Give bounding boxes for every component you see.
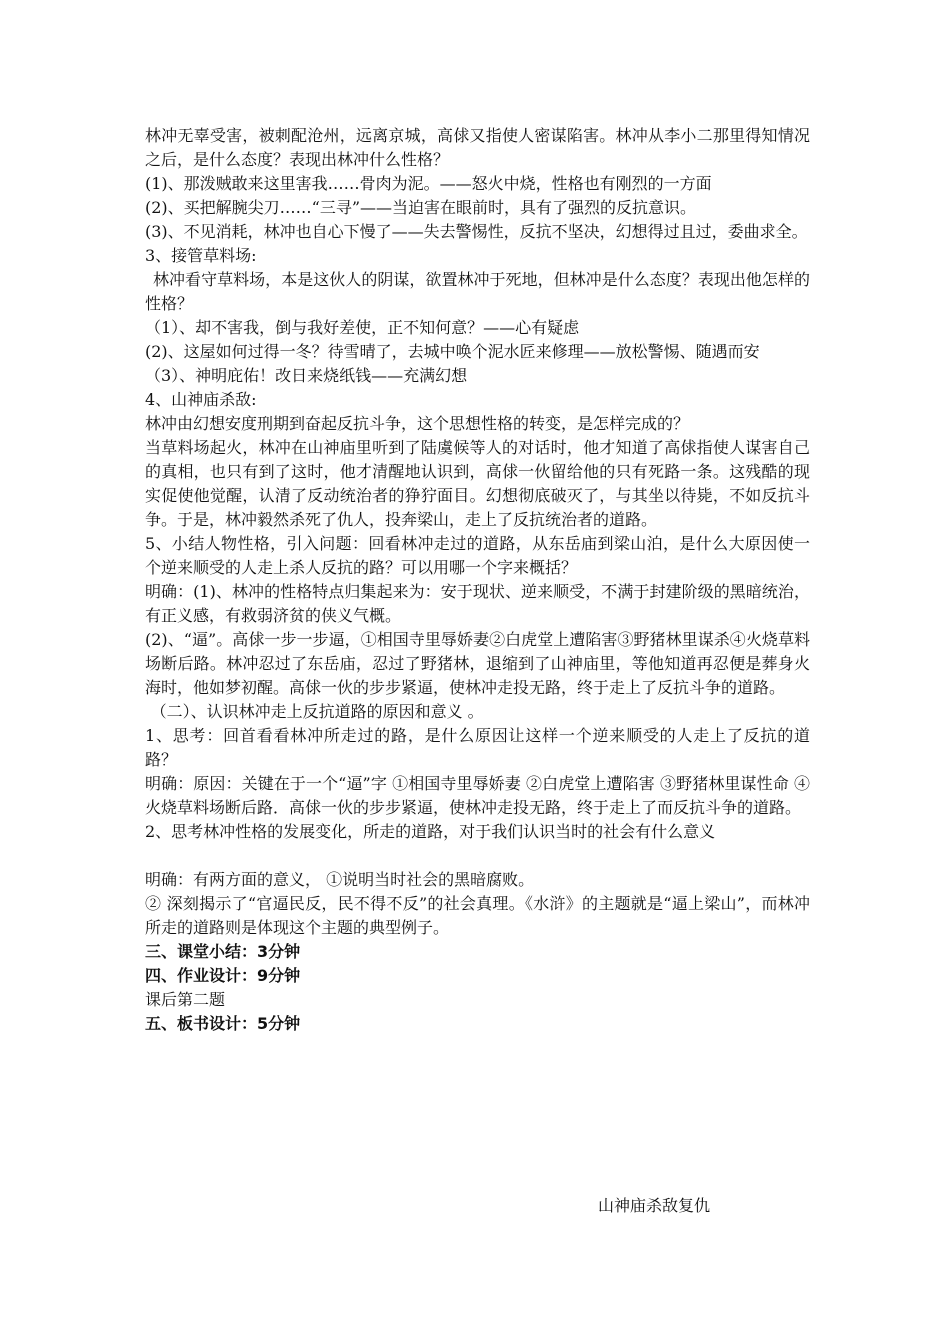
- document-body: [145, 124, 810, 1036]
- paragraph: 1、思考：回首看看林冲所走过的路，是什么原因让这样一个逆来顺受的人走上了反抗的道路？: [145, 726, 810, 769]
- section-heading: 4、山神庙杀敌:: [145, 390, 257, 409]
- paragraph: (3)、不见消耗，林冲也自心下慢了——失去警惕性，反抗不坚决，幻想得过且过，委曲求全。: [145, 222, 808, 241]
- paragraph: 当草料场起火，林冲在山神庙里听到了陆虞候等人的对话时，他才知道了高俅指使人谋害自己的真相，也只有到了这时，他才清醒地认识到，高俅一伙留给他的只有死路一条。这残酷的现实促使他觉醒，认清了反动统治者的狰狞面目。幻想彻底破灭了，与其坐以待毙，不如反抗斗争。于是，林冲毅然杀死了仇人，投奔梁山，走上了反抗统治者的道路。: [145, 438, 810, 529]
- board-title: 山神庙杀敌复仇: [598, 1196, 711, 1215]
- bold-heading: 三、课堂小结：3分钟: [145, 942, 301, 961]
- paragraph: 明确：(1)、林冲的性格特点归集起来为：安于现状、逆来顺受，不满于封建阶级的黑暗统治，有正义感，有救弱济贫的侠义气概。: [145, 582, 810, 625]
- paragraph: （3）、神明庇佑！改日来烧纸钱——充满幻想: [145, 366, 468, 385]
- paragraph: 课后第二题: [145, 990, 226, 1009]
- paragraph: （1）、却不害我，倒与我好差使，正不知何意？——心有疑虑: [145, 318, 580, 337]
- paragraph: 林冲由幻想安度刑期到奋起反抗斗争，这个思想性格的转变，是怎样完成的？: [145, 414, 690, 433]
- paragraph: (2)、买把解腕尖刀……“三寻”——当迫害在眼前时，具有了强烈的反抗意识。: [145, 198, 697, 217]
- bold-heading: 五、板书设计：5分钟: [145, 1014, 301, 1033]
- paragraph: 2、思考林冲性格的发展变化，所走的道路，对于我们认识当时的社会有什么意义: [145, 822, 716, 841]
- paragraph: ② 深刻揭示了“官逼民反，民不得不反”的社会真理。《水浒》的主题就是“逼上梁山”，而林冲所走的道路则是体现这个主题的典型例子。: [145, 894, 810, 937]
- blank-line: [145, 844, 810, 868]
- paragraph: 明确：原因：关键在于一个“逼”字 ①相国寺里辱娇妻 ②白虎堂上遭陷害 ③野猪林里谋性命 ④火烧草料场断后路．高俅一伙的步步紧逼，使林冲走投无路，终于走上了而反抗斗争的道路。: [145, 774, 810, 817]
- paragraph: 5、小结人物性格，引入问题：回看林冲走过的道路，从东岳庙到梁山泊，是什么大原因使一个逆来顺受的人走上杀人反抗的路？可以用哪一个字来概括？: [145, 534, 810, 577]
- paragraph: 林冲看守草料场，本是这伙人的阴谋，欲置林冲于死地，但林冲是什么态度？表现出他怎样的性格？: [145, 270, 810, 313]
- section-heading: 3、接管草料场:: [145, 246, 257, 265]
- paragraph: (2)、“逼”。高俅一步一步逼，①相国寺里辱娇妻②白虎堂上遭陷害③野猪林里谋杀④火烧草料场断后路。林冲忍过了东岳庙，忍过了野猪林，退缩到了山神庙里，等他知道再忍便是葬身火海时，他如梦初醒。高俅一伙的步步紧逼，使林冲走投无路，终于走上了反抗斗争的道路。: [145, 630, 810, 697]
- paragraph: 明确：有两方面的意义， ①说明当时社会的黑暗腐败。: [145, 870, 535, 889]
- paragraph: (1)、那泼贼敢来这里害我……骨肉为泥。——怒火中烧，性格也有刚烈的一方面: [145, 174, 712, 193]
- bold-heading: 四、作业设计：9分钟: [145, 966, 301, 985]
- paragraph: (2)、这屋如何过得一冬？待雪晴了，去城中唤个泥水匠来修理——放松警惕、随遇而安: [145, 342, 760, 361]
- paragraph: 林冲无辜受害，被刺配沧州，远离京城，高俅又指使人密谋陷害。林冲从李小二那里得知情况之后，是什么态度？表现出林冲什么性格？: [145, 126, 810, 169]
- section-heading: （二）、认识林冲走上反抗道路的原因和意义 。: [150, 702, 484, 721]
